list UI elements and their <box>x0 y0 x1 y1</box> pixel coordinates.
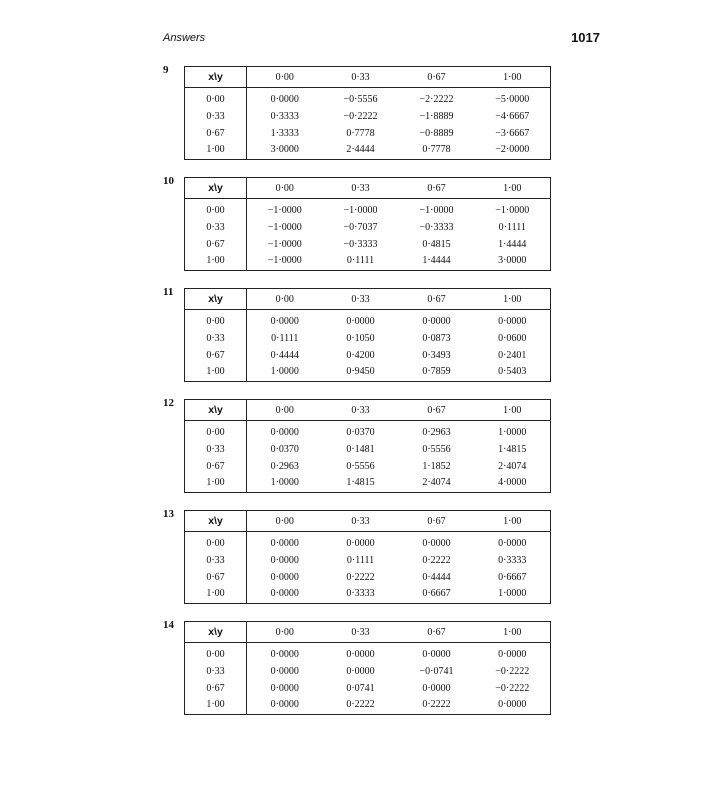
table-cell: −2·2222 <box>419 94 454 105</box>
table-cell: 0·4200 <box>346 350 375 361</box>
table-cell: 0·2222 <box>346 572 375 583</box>
column-header: 0·67 <box>399 178 475 199</box>
column-header: 1·00 <box>475 178 551 199</box>
section-title: Answers <box>163 32 206 44</box>
table-cell: 0·7778 <box>346 128 375 139</box>
column-header: 0·33 <box>323 400 399 421</box>
table-cell: 0·0000 <box>422 683 451 694</box>
table-row <box>185 643 551 664</box>
table-row <box>185 586 551 604</box>
table-cell: 1·3333 <box>270 128 299 139</box>
table-cell: 0·7859 <box>422 366 451 377</box>
column-header: 0·33 <box>323 289 399 310</box>
table-cell: 0·0600 <box>498 333 527 344</box>
table-cell: 0·0000 <box>270 555 299 566</box>
table-cell: 0·0000 <box>346 649 375 660</box>
column-header: 1·00 <box>475 289 551 310</box>
row-header: 0·33 <box>185 441 247 458</box>
row-header: 1·00 <box>185 253 247 271</box>
row-header: 0·67 <box>185 347 247 364</box>
table-cell: 0·0000 <box>498 699 527 710</box>
column-header: 0·33 <box>323 511 399 532</box>
answer-table <box>184 510 551 604</box>
table-row <box>185 364 551 382</box>
table-cell: −0·2222 <box>343 111 378 122</box>
column-header: 0·33 <box>323 178 399 199</box>
table-cell: −3·6667 <box>495 128 530 139</box>
corner-label: x\y <box>185 178 247 199</box>
problem-block <box>163 175 563 271</box>
table-row <box>185 199 551 220</box>
row-header: 1·00 <box>185 364 247 382</box>
table-cell: −2·0000 <box>495 144 530 155</box>
corner-label: x\y <box>185 289 247 310</box>
table-cell: 0·0000 <box>422 649 451 660</box>
column-header: 0·67 <box>399 622 475 643</box>
table-row <box>185 347 551 364</box>
table-cell: 0·1111 <box>346 555 375 566</box>
table-row <box>185 532 551 553</box>
table-row <box>185 458 551 475</box>
column-header: 0·00 <box>247 178 323 199</box>
row-header: 0·00 <box>185 199 247 220</box>
table-cell: 0·0000 <box>422 316 451 327</box>
table-cell: −1·0000 <box>343 205 378 216</box>
problem-number: 11 <box>163 286 174 298</box>
table-cell: 0·0370 <box>270 444 299 455</box>
table-row <box>185 680 551 697</box>
problem-block <box>163 508 563 604</box>
table-row <box>185 310 551 331</box>
header-row <box>185 400 551 421</box>
column-header: 0·00 <box>247 400 323 421</box>
row-header: 1·00 <box>185 475 247 493</box>
table-row <box>185 125 551 142</box>
row-header: 0·67 <box>185 458 247 475</box>
running-head <box>163 30 600 48</box>
header-row <box>185 289 551 310</box>
corner-label: x\y <box>185 511 247 532</box>
table-cell: 0·0000 <box>422 538 451 549</box>
table-cell: 0·0000 <box>270 649 299 660</box>
row-header: 0·33 <box>185 330 247 347</box>
table-cell: 0·1050 <box>346 333 375 344</box>
table-cell: 0·0000 <box>270 699 299 710</box>
column-header: 0·67 <box>399 67 475 88</box>
table-cell: 0·1111 <box>271 333 299 344</box>
table-cell: 1·0000 <box>270 366 299 377</box>
row-header: 0·00 <box>185 421 247 442</box>
answer-table <box>184 66 551 160</box>
table-cell: 0·0000 <box>270 427 299 438</box>
table-cell: −1·0000 <box>267 239 302 250</box>
table-cell: 0·0000 <box>270 538 299 549</box>
problem-number: 10 <box>163 175 174 187</box>
corner-label: x\y <box>185 400 247 421</box>
table-cell: 1·1852 <box>422 461 451 472</box>
answer-table <box>184 399 551 493</box>
row-header: 0·33 <box>185 219 247 236</box>
header-row <box>185 622 551 643</box>
table-cell: 3·0000 <box>498 255 527 266</box>
row-header: 0·33 <box>185 552 247 569</box>
table-cell: 1·4815 <box>498 444 527 455</box>
table-cell: 0·6667 <box>422 588 451 599</box>
column-header: 0·00 <box>247 67 323 88</box>
table-row <box>185 236 551 253</box>
header-row <box>185 67 551 88</box>
table-cell: 0·0741 <box>346 683 375 694</box>
problem-number: 13 <box>163 508 174 520</box>
column-header: 0·67 <box>399 400 475 421</box>
table-cell: −0·8889 <box>419 128 454 139</box>
table-cell: 0·2963 <box>422 427 451 438</box>
table-row <box>185 552 551 569</box>
table-row <box>185 569 551 586</box>
column-header: 0·33 <box>323 622 399 643</box>
table-cell: −0·3333 <box>419 222 454 233</box>
table-cell: 1·0000 <box>498 427 527 438</box>
row-header: 0·67 <box>185 680 247 697</box>
table-cell: 0·0000 <box>270 683 299 694</box>
table-cell: 0·1111 <box>346 255 375 266</box>
table-row <box>185 441 551 458</box>
table-cell: 0·7778 <box>422 144 451 155</box>
problem-block <box>163 619 563 715</box>
table-cell: 0·2222 <box>422 555 451 566</box>
table-row <box>185 88 551 109</box>
table-cell: −1·0000 <box>419 205 454 216</box>
problem-block <box>163 64 563 160</box>
table-cell: 0·5556 <box>422 444 451 455</box>
column-header: 0·67 <box>399 511 475 532</box>
table-cell: 4·0000 <box>498 477 527 488</box>
table-cell: 1·4444 <box>422 255 451 266</box>
table-cell: 0·0000 <box>270 666 299 677</box>
column-header: 0·00 <box>247 622 323 643</box>
row-header: 0·00 <box>185 310 247 331</box>
column-header: 0·00 <box>247 289 323 310</box>
table-cell: 0·3333 <box>346 588 375 599</box>
table-cell: −0·3333 <box>343 239 378 250</box>
table-cell: 1·4444 <box>498 239 527 250</box>
table-cell: 2·4074 <box>422 477 451 488</box>
table-cell: −1·0000 <box>267 255 302 266</box>
table-cell: 0·0000 <box>346 316 375 327</box>
corner-label: x\y <box>185 622 247 643</box>
table-cell: 0·0000 <box>346 666 375 677</box>
table-row <box>185 697 551 715</box>
table-cell: 0·6667 <box>498 572 527 583</box>
table-cell: 1·4815 <box>346 477 375 488</box>
problem-number: 9 <box>163 64 169 76</box>
table-cell: 0·4815 <box>422 239 451 250</box>
table-cell: 0·2963 <box>270 461 299 472</box>
problem-block <box>163 286 563 382</box>
table-row <box>185 475 551 493</box>
table-cell: 0·0000 <box>270 572 299 583</box>
table-cell: 0·2401 <box>498 350 527 361</box>
table-cell: −1·0000 <box>267 205 302 216</box>
table-cell: 0·5556 <box>346 461 375 472</box>
table-cell: 0·4444 <box>422 572 451 583</box>
problem-block <box>163 397 563 493</box>
corner-label: x\y <box>185 67 247 88</box>
table-cell: 0·0000 <box>270 94 299 105</box>
table-row <box>185 421 551 442</box>
table-cell: 1·0000 <box>498 588 527 599</box>
table-cell: −0·0741 <box>419 666 454 677</box>
table-cell: 0·0000 <box>270 588 299 599</box>
answer-table <box>184 621 551 715</box>
row-header: 0·00 <box>185 88 247 109</box>
table-cell: −1·0000 <box>495 205 530 216</box>
table-cell: 0·0370 <box>346 427 375 438</box>
row-header: 0·33 <box>185 663 247 680</box>
table-cell: 0·0000 <box>498 316 527 327</box>
row-header: 1·00 <box>185 142 247 160</box>
table-row <box>185 219 551 236</box>
table-cell: 2·4074 <box>498 461 527 472</box>
table-cell: 0·3493 <box>422 350 451 361</box>
row-header: 1·00 <box>185 697 247 715</box>
row-header: 0·00 <box>185 532 247 553</box>
table-cell: −5·0000 <box>495 94 530 105</box>
table-cell: 0·4444 <box>270 350 299 361</box>
table-cell: 2·4444 <box>346 144 375 155</box>
page-number: 1017 <box>571 30 600 45</box>
table-row <box>185 663 551 680</box>
table-cell: 0·5403 <box>498 366 527 377</box>
table-cell: −0·7037 <box>343 222 378 233</box>
table-row <box>185 108 551 125</box>
table-cell: −1·0000 <box>267 222 302 233</box>
table-cell: 0·2222 <box>346 699 375 710</box>
table-cell: −0·5556 <box>343 94 378 105</box>
answer-table <box>184 288 551 382</box>
table-cell: 0·2222 <box>422 699 451 710</box>
table-cell: −0·2222 <box>495 666 530 677</box>
table-cell: 0·1481 <box>346 444 375 455</box>
table-cell: 0·3333 <box>498 555 527 566</box>
table-cell: −1·8889 <box>419 111 454 122</box>
answer-table <box>184 177 551 271</box>
row-header: 0·67 <box>185 236 247 253</box>
column-header: 1·00 <box>475 622 551 643</box>
column-header: 1·00 <box>475 67 551 88</box>
column-header: 0·33 <box>323 67 399 88</box>
header-row <box>185 511 551 532</box>
table-cell: −4·6667 <box>495 111 530 122</box>
table-cell: 0·0000 <box>346 538 375 549</box>
row-header: 0·33 <box>185 108 247 125</box>
table-row <box>185 142 551 160</box>
table-cell: 3·0000 <box>270 144 299 155</box>
table-cell: 0·3333 <box>270 111 299 122</box>
row-header: 0·00 <box>185 643 247 664</box>
header-row <box>185 178 551 199</box>
column-header: 1·00 <box>475 400 551 421</box>
column-header: 1·00 <box>475 511 551 532</box>
table-cell: 0·9450 <box>346 366 375 377</box>
table-cell: 0·0000 <box>498 649 527 660</box>
table-row <box>185 330 551 347</box>
table-row <box>185 253 551 271</box>
column-header: 0·00 <box>247 511 323 532</box>
table-cell: 0·0000 <box>270 316 299 327</box>
row-header: 1·00 <box>185 586 247 604</box>
table-cell: 0·0000 <box>498 538 527 549</box>
table-cell: 0·0873 <box>422 333 451 344</box>
row-header: 0·67 <box>185 125 247 142</box>
problem-number: 12 <box>163 397 174 409</box>
column-header: 0·67 <box>399 289 475 310</box>
table-cell: 0·1111 <box>498 222 526 233</box>
table-cell: −0·2222 <box>495 683 530 694</box>
problem-number: 14 <box>163 619 174 631</box>
row-header: 0·67 <box>185 569 247 586</box>
table-cell: 1·0000 <box>270 477 299 488</box>
